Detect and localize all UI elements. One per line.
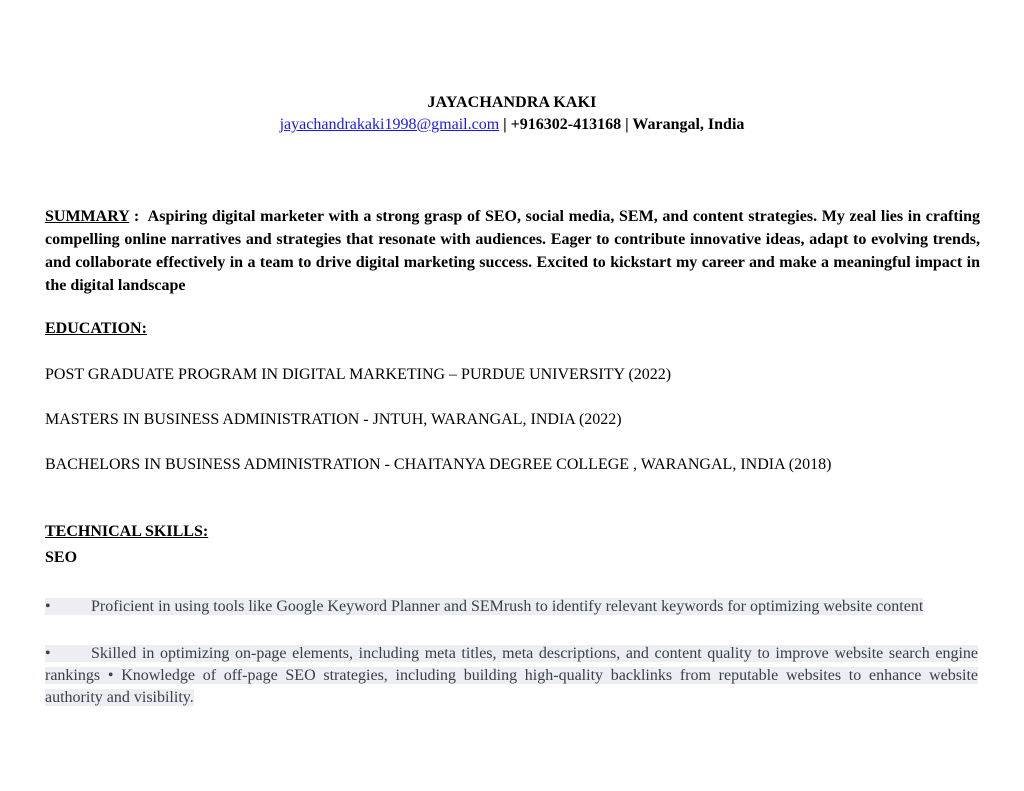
technical-skills-label: TECHNICAL SKILLS bbox=[45, 523, 203, 540]
skill-bullet-text: Proficient in using tools like Google Keyword Planner and SEMrush to identify relevant keywords for optimizing website content bbox=[91, 598, 924, 615]
skill-bullet-content bbox=[45, 598, 923, 615]
skill-bullet bbox=[45, 643, 978, 709]
education-item: POST GRADUATE PROGRAM IN DIGITAL MARKETING – PURDUE UNIVERSITY (2022) bbox=[45, 366, 672, 383]
email-link[interactable]: jayachandrakaki1998@gmail.com bbox=[279, 116, 500, 133]
skill-bullet bbox=[45, 596, 978, 618]
contact-line bbox=[0, 116, 1024, 134]
contact-details: | +916302-413168 | Warangal, India bbox=[499, 116, 745, 133]
skill-bullet-text: Skilled in optimizing on-page elements, including meta titles, meta descriptions, and content quality to improve website search engine rankings • Knowledge of off-page SEO strategies, including building high-quality backlinks from reputable websites to enhance website authority and visibility. bbox=[45, 645, 978, 706]
bullet-icon: • bbox=[45, 598, 51, 615]
candidate-name: JAYACHANDRA KAKI bbox=[427, 94, 597, 111]
technical-skills-colon: : bbox=[202, 523, 209, 540]
summary-separator: : bbox=[129, 208, 148, 225]
bullet-icon: • bbox=[45, 645, 51, 662]
technical-skills-title bbox=[45, 523, 208, 541]
skill-bullet-content bbox=[45, 645, 978, 706]
education-title: EDUCATION: bbox=[45, 320, 147, 337]
summary-section bbox=[45, 205, 980, 297]
seo-subheading: SEO bbox=[45, 549, 78, 566]
summary-text: Aspiring digital marketer with a strong grasp of SEO, social media, SEM, and content strategies. My zeal lies in crafting compelling online narratives and strategies that resonate with audiences. Eager to contribute innovative ideas, adapt to evolving trends, and collaborate effectively in a team to drive digital marketing success. Excited to kickstart my career and make a meaningful impact in the digital landscape bbox=[45, 208, 980, 294]
education-item: BACHELORS IN BUSINESS ADMINISTRATION - CHAITANYA DEGREE COLLEGE , WARANGAL, INDIA (2018) bbox=[45, 456, 832, 473]
summary-label: SUMMARY bbox=[45, 208, 130, 225]
education-item: MASTERS IN BUSINESS ADMINISTRATION - JNTUH, WARANGAL, INDIA (2022) bbox=[45, 411, 622, 428]
